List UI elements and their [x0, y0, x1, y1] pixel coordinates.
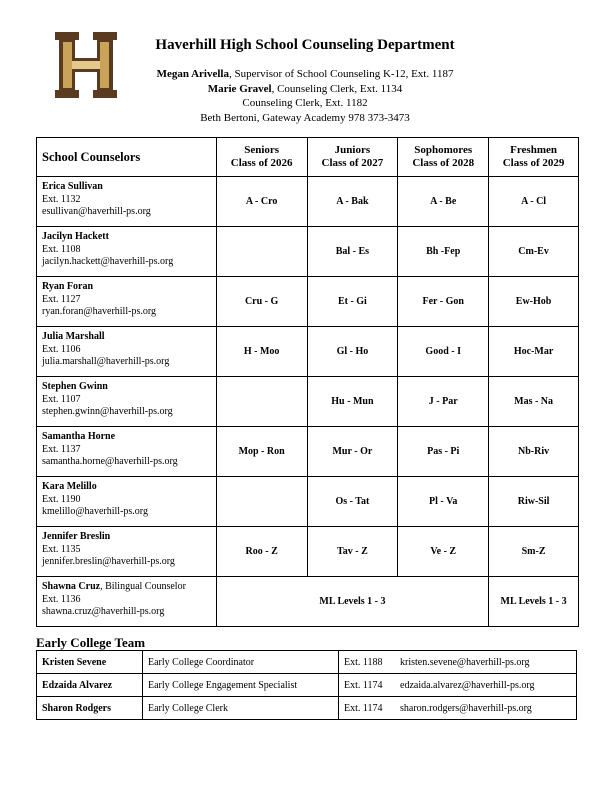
counselor-ext: Ext. 1137	[42, 443, 81, 455]
header-seniors: Seniors Class of 2026	[216, 138, 307, 177]
sophomores-range: Fer - Gon	[398, 277, 489, 327]
seniors-range: A - Cro	[216, 177, 307, 227]
seniors-range: Cru - G	[216, 277, 307, 327]
freshmen-range: Riw-Sil	[489, 477, 579, 527]
table-row	[37, 377, 579, 427]
member-contact	[339, 697, 577, 720]
counselor-ext: Ext. 1190	[42, 493, 81, 505]
member-contact	[339, 674, 577, 697]
juniors-range: A - Bak	[307, 177, 398, 227]
email-link[interactable]: edzaida.alvarez@haverhill-ps.org	[400, 679, 535, 691]
counselor-info	[37, 327, 217, 377]
counselor-info	[37, 527, 217, 577]
counselor-ext: Ext. 1108	[42, 243, 81, 255]
email-link[interactable]: jacilyn.hackett@haverhill-ps.org	[42, 256, 174, 267]
juniors-range: Bal - Es	[307, 227, 398, 277]
member-role: Early College Coordinator	[143, 651, 339, 674]
counselor-name: Samantha Horne	[42, 431, 116, 442]
table-row	[37, 177, 579, 227]
table-row	[37, 327, 579, 377]
table-row	[37, 527, 579, 577]
member-ext: Ext. 1174	[344, 702, 383, 714]
sophomores-range: Pas - Pi	[398, 427, 489, 477]
counselor-name: Erica Sullivan	[42, 181, 103, 192]
member-role: Early College Clerk	[143, 697, 339, 720]
counselor-ext: Ext. 1107	[42, 393, 81, 405]
freshmen-range: Hoc-Mar	[489, 327, 579, 377]
table-row	[37, 427, 579, 477]
counselor-info	[37, 177, 217, 227]
counselor-info	[37, 477, 217, 527]
freshmen-range: Ew-Hob	[489, 277, 579, 327]
member-name: Sharon Rodgers	[37, 697, 143, 720]
sophomores-range: Bh -Fep	[398, 227, 489, 277]
juniors-range: Et - Gi	[307, 277, 398, 327]
seniors-range	[216, 477, 307, 527]
staff-line: Beth Bertoni, Gateway Academy 978 373-3473	[200, 111, 410, 124]
email-link[interactable]: sharon.rodgers@haverhill-ps.org	[400, 702, 532, 714]
sophomores-range: Pl - Va	[398, 477, 489, 527]
staff-line: Marie Gravel, Counseling Clerk, Ext. 1134	[207, 82, 403, 95]
sophomores-range: Ve - Z	[398, 527, 489, 577]
sophomores-range: Good - I	[398, 327, 489, 377]
counselor-info	[37, 227, 217, 277]
ml-levels-freshmen: ML Levels 1 - 3	[489, 577, 579, 627]
counselor-ext: Ext. 1132	[42, 193, 81, 205]
email-link[interactable]: esullivan@haverhill-ps.org	[42, 206, 151, 217]
member-name: Edzaida Alvarez	[37, 674, 143, 697]
counselor-name: Jennifer Breslin	[42, 531, 111, 542]
freshmen-range: Mas - Na	[489, 377, 579, 427]
ml-levels-upper: ML Levels 1 - 3	[216, 577, 488, 627]
counselor-info	[37, 427, 217, 477]
seniors-range: Roo - Z	[216, 527, 307, 577]
seniors-range	[216, 377, 307, 427]
email-link[interactable]: shawna.cruz@haverhill-ps.org	[42, 606, 165, 617]
sophomores-range: J - Par	[398, 377, 489, 427]
header-juniors: Juniors Class of 2027	[307, 138, 398, 177]
page-title: Haverhill High School Counseling Department	[155, 37, 455, 53]
counselor-name: Ryan Foran	[42, 281, 94, 292]
freshmen-range: Cm-Ev	[489, 227, 579, 277]
staff-list	[120, 67, 490, 125]
seniors-range: Mop - Ron	[216, 427, 307, 477]
staff-line: Counseling Clerk, Ext. 1182	[242, 97, 368, 109]
juniors-range: Mur - Or	[307, 427, 398, 477]
member-ext: Ext. 1188	[344, 656, 383, 668]
sophomores-range: A - Be	[398, 177, 489, 227]
list-item	[37, 697, 577, 720]
email-link[interactable]: kmelillo@haverhill-ps.org	[42, 506, 148, 517]
list-item	[37, 674, 577, 697]
counselor-info	[37, 277, 217, 327]
seniors-range	[216, 227, 307, 277]
seniors-range: H - Moo	[216, 327, 307, 377]
member-contact	[339, 651, 577, 674]
freshmen-range: A - Cl	[489, 177, 579, 227]
counselor-name: Julia Marshall	[42, 331, 105, 342]
freshmen-range: Sm-Z	[489, 527, 579, 577]
table-row-bilingual	[37, 577, 579, 627]
school-logo	[55, 30, 117, 100]
juniors-range: Gl - Ho	[307, 327, 398, 377]
table-row	[37, 477, 579, 527]
counselor-info: Shawna Cruz, Bilingual Counselor Ext. 1136 shawna.cruz@haverhill-ps.org	[37, 577, 217, 627]
juniors-range: Hu - Mun	[307, 377, 398, 427]
counselors-table	[36, 137, 579, 627]
counselor-name: Jacilyn Hackett	[42, 231, 109, 242]
table-header-row	[37, 138, 579, 177]
header-sophomores: Sophomores Class of 2028	[398, 138, 489, 177]
email-link[interactable]: jennifer.breslin@haverhill-ps.org	[42, 556, 175, 567]
juniors-range: Os - Tat	[307, 477, 398, 527]
member-role: Early College Engagement Specialist	[143, 674, 339, 697]
counselor-name: Kara Melillo	[42, 481, 97, 492]
email-link[interactable]: stephen.gwinn@haverhill-ps.org	[42, 406, 173, 417]
member-ext: Ext. 1174	[344, 679, 383, 691]
email-link[interactable]: samantha.horne@haverhill-ps.org	[42, 456, 178, 467]
member-name: Kristen Sevene	[37, 651, 143, 674]
email-link[interactable]: kristen.sevene@haverhill-ps.org	[400, 656, 530, 668]
header-counselors: School Counselors	[37, 138, 217, 177]
counselor-name: Stephen Gwinn	[42, 381, 108, 392]
counselor-ext: Ext. 1127	[42, 293, 81, 305]
list-item	[37, 651, 577, 674]
counselor-ext: Ext. 1135	[42, 543, 81, 555]
table-row	[37, 227, 579, 277]
email-link[interactable]: julia.marshall@haverhill-ps.org	[42, 356, 170, 367]
early-college-table	[36, 650, 577, 720]
freshmen-range: Nb-Riv	[489, 427, 579, 477]
juniors-range: Tav - Z	[307, 527, 398, 577]
counselor-ext: Ext. 1106	[42, 343, 81, 355]
header-freshmen: Freshmen Class of 2029	[489, 138, 579, 177]
counselor-info	[37, 377, 217, 427]
staff-line: Megan Arivella, Supervisor of School Counseling K-12, Ext. 1187	[156, 68, 454, 80]
early-college-heading: Early College Team	[36, 635, 146, 650]
email-link[interactable]: ryan.foran@haverhill-ps.org	[42, 306, 156, 317]
table-row	[37, 277, 579, 327]
